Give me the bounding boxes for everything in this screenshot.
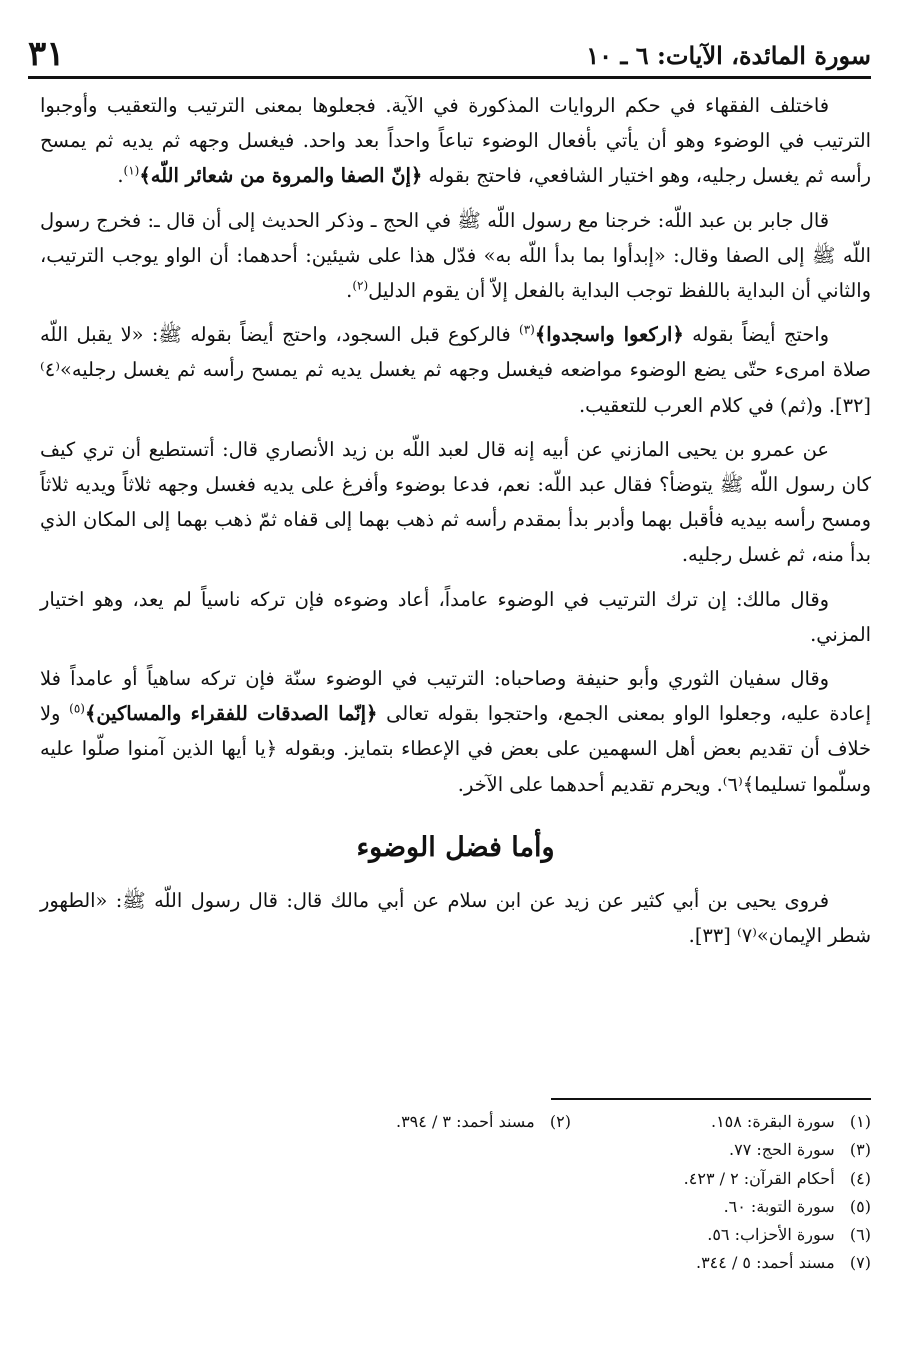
paragraph: وقال مالك: إن ترك الترتيب في الوضوء عامداً، أعاد وضوءه فإن تركه ناسياً لم يعد، وهو اختيار المزني. [40, 587, 871, 646]
paragraph: عن عمرو بن يحيى المازني عن أبيه إنه قال لعبد اللّه بن زيد الأنصاري قال: أتستطيع أن تري كيف كان رسول اللّه ﷺ يتوضأ؟ فقال عبد اللّه: نعم، فدعا بوضوء وأفرغ على يديه فغسل وجهه ثلاثاً ويديه ثلاثاً ومسح رأسه بيديه فأقبل بهما وأدبر بدأ بمقدم رأسه ثم ذهب بهما إلى قفاه ثمّ ذهب بهما إلى المكان الذي بدأ منه، ثم غسل رجليه. [40, 437, 871, 567]
footnote-ref: (١) [123, 163, 140, 178]
footnote-row [40, 1193, 871, 1221]
footnote-ref: (٣) [519, 322, 535, 337]
footnote: (١) سورة البقرة: ١٥٨. [710, 1112, 871, 1131]
paragraph: فروى يحيى بن أبي كثير عن زيد عن ابن سلام عن أبي مالك قال: قال رسول اللّه ﷺ: «الطهور شطر الإيمان»⁽٧⁾ [٣٣]. [40, 889, 871, 948]
footnote-row [40, 1221, 871, 1249]
footnote: (٥) سورة التوبة: ٦٠. [723, 1196, 871, 1216]
paragraph: وقال سفيان الثوري وأبو حنيفة وصاحباه: الترتيب في الوضوء سنّة فإن تركه ساهياً أو عامداً فلا إعادة عليه، وجعلوا الواو بمعنى الجمع، واحتجوا بقوله تعالى ﴿إنّما الصدقات للفقراء والمساكين﴾$^{(٥)}$ ولا خلاف أن تقديم بعض أهل السهمين على بعض في الإعطاء بتمايز. وبقوله ﴿يا أيها الذين آمنوا صلّوا عليه وسلّموا تسليما﴾⁽٦⁾. ويحرم تقديم أحدهما على الآخر. [40, 667, 871, 796]
footnotes [40, 1108, 871, 1278]
paragraph: قال جابر بن عبد اللّه: خرجنا مع رسول اللّه ﷺ في الحج ـ وذكر الحديث إلى أن قال ـ: فخرج رسول اللّه ﷺ إلى الصفا وقال: «إبدأوا بما بدأ اللّه به» فدّل هذا على شيئين: أحدهما: أن الواو يوجب الترتيب، والثاني أن البداية باللفظ توجب البداية بالفعل إلاّ أن يقوم الدليل$^{(٢)}$. [40, 208, 871, 303]
section-heading: وأما فضل الوضوء [356, 831, 555, 863]
footnote: (٦) سورة الأحزاب: ٥٦. [707, 1225, 871, 1245]
paragraph: فاختلف الفقهاء في حكم الروايات المذكورة في الآية. فجعلوها بمعنى الترتيب والتعقيب وأوجبوا الترتيب في الوضوء وهو أن يأتي بأفعال الوضوء تباعاً واحداً بعد واحد. فيغسل وجهه ثم يديه ثم يمسح رأسه ثم يغسل رجليه، وهو اختيار الشافعي، فاحتج بقوله ﴿إنّ الصفا والمروة من شعائر اللّه﴾$^{(١)}$. [40, 94, 871, 188]
paragraph: واحتج أيضاً بقوله ﴿اركعوا واسجدوا﴾$^{(٣)}$ فالركوع قبل السجود، واحتج أيضاً بقوله ﷺ: «لا يقبل اللّه صلاة امرىء حتّى يضع الوضوء مواضعه فيغسل وجهه ثم يغسل يديه ثم يمسح رأسه ثم يغسل رجليه»⁽٤⁾ [٣٢]. و(ثم) في كلام العرب للتعقيب. [40, 322, 871, 417]
footnote-row [40, 1165, 871, 1193]
main-text [40, 88, 871, 962]
footnote: (٣) سورة الحج: ٧٧. [729, 1140, 871, 1160]
page-header [28, 26, 871, 79]
footnote-row [40, 1136, 871, 1164]
footnote: (٤) أحكام القرآن: ٢ / ٤٢٣. [683, 1168, 871, 1188]
footnote-row [40, 1108, 871, 1136]
running-title: سورة المائدة، الآيات: ٦ ـ ١٠ [586, 41, 871, 70]
page-number: ٣١ [28, 34, 65, 74]
footnote-row [40, 1249, 871, 1277]
footnote-ref: (٢) [352, 278, 369, 293]
footnote-ref: (٥) [69, 701, 85, 716]
footnote-divider [551, 1098, 871, 1100]
footnote: (٢) مسند أحمد: ٣ / ٣٩٤. [395, 1112, 571, 1131]
footnote: (٧) مسند أحمد: ٥ / ٣٤٤. [695, 1253, 871, 1273]
